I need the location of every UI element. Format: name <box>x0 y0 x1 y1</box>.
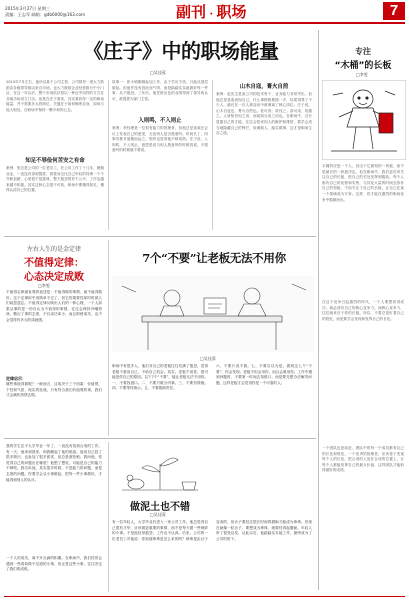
column-rule <box>212 80 213 230</box>
left-story-subhead: 定律启示： <box>6 376 26 381</box>
plant-drawing <box>112 442 208 494</box>
office-drawing <box>112 276 314 352</box>
banner-col1: 职场中有很多人，他们对自己的老板往往充满了抱怨，觉得老板不重用自己，不给自己机会。其实，老板不用你，很可能是你自己的原因。以下7个“不要”，能让老板无法不用你。一、不要找借口。二、不要只做分内事。三、不要有情绪。四、不要等待指示。五、不要推卸责任。 <box>112 364 208 391</box>
left-story-kicker: 左右人生的是金定律 <box>26 246 81 253</box>
right-byline: □李雯 <box>356 72 368 77</box>
right-body: 木桶效应是一个人，其由于它最短的一块板，而不是最长的一块板决定。但在职场中，我们更应该关注自己的长板，把自己的长处发挥到极致。每个人都有自己的优势和劣势，与其花大量的时间去弥补自己的短板，不如专注于自己的长板，让自己在某一个领域成为专家。这样，你才能在激烈的职场竞争中脱颖而出。 <box>322 164 404 202</box>
office-illustration <box>112 276 314 352</box>
right-body2: 在这个竞争日趋激烈的时代，一个人要想获得成功，就必须有自己的核心竞争力。而核心竞争力，往往就来自于你的长板。所以，不要总是盯着自己的短处，而是要学会发现和发挥自己的长处。 <box>322 300 404 321</box>
page-number: 7 <box>389 2 399 19</box>
right-head-main: “木桶”的长板 <box>334 61 392 71</box>
lead-col2: 故事一：张小明刚刚参加工作，由于学历不高，只能从基层做起。但他并没有因此而气馁，而是踏踏实实地做好每一件事，从不抱怨。三年后，他凭借出色的业绩得到了领导的认可，被提拔为部门主管。 <box>112 80 208 101</box>
plant-illustration <box>112 442 208 494</box>
left-story-body2: 哪些事值得做呢？一般而言，这取决于三个因素：价值观、个性和气质、现实的处境。只有符合我们价值观的事，我们才会满怀热情去做。 <box>6 382 102 398</box>
small-story-body: 有一位年轻人，大学毕业后进入一家公司工作。他总觉得自己很有才华，应该做更重要的事情，而不是每天做一些琐碎的小事。于是他经常抱怨，工作也不认真。后来，公司的一位老员工对他说：你知道珍珠是怎么来的吗？珍珠是由沙子变成的，但沙子要经过很长时间的磨砺才能成为珍珠。你现在就像一粒沙子，要想成为珍珠，就要经得起磨砺。年轻人听了很受启发，从此以后，他踏踏实实地工作，最终成为了公司的骨干。 <box>112 520 312 541</box>
comic-drawing <box>323 81 405 159</box>
column-rule <box>108 240 109 436</box>
column-rule <box>108 442 109 592</box>
date-line: 2015年3月27日 星期三 <box>5 6 51 11</box>
section-rule <box>4 236 316 237</box>
small-story-byline: □吴佳蓉 <box>150 512 166 517</box>
bottom-left-body: 我的学生还不大学毕业一年了，一直没有找到合适的工作。有一天，他来到我家，和我聊起了他的困惑。他说自己投了很多简历，也参加了很多面试，但总是被拒绝。我问他，你觉得自己的问题出在哪里？他想了想说，可能是自己的能力不够吧。我告诉他，其实很多时候，不是能力的问题，而是态度的问题。你要学会从小事做起，把每一件小事做好，才能得到别人的认可。 <box>6 444 102 482</box>
left-story-title-2: 心态决定成败 <box>24 272 84 283</box>
banner-byline: □吴佳蓉 <box>200 356 216 361</box>
footer-rule <box>4 596 405 597</box>
section-title-main: 副刊 <box>176 3 207 21</box>
column-rule <box>108 80 109 230</box>
lead-col2-body: 案例：李经理是一位很有能力的管理者，但他总是喜欢在会议上发表自己的意见，无论别人是否愿意听。时间长了，同事们都对他敬而远之，领导也觉得他不够成熟。庄子说，入则鸣，不入则止，意思是说当别人愿意听的时候再说，不愿意听的时候就不要说。 <box>112 126 208 153</box>
left-story-body: 不值得定律最直观的表述是：不值得做的事情，就不值得做好。这个定律似乎再简单不过了，但它的重要性却时时被人们疏忽遗忘。不值得定律反映出人们的一种心理，一个人如果从事的是一份自认为不值得的事情，往往会保持冷嘲热讽、敷衍了事的态度，不仅成功率小，而且即使成功，也不会觉得有多大的成就感。 <box>6 290 102 322</box>
bottom-left-body2: 一个人的成功，离不开点滴的积累。在职场中，我们经常会遇到一些看似微不足道的小事，但正是这些小事，往往决定了我们的成败。 <box>6 556 102 572</box>
lead-col1-body: 案例：张总是公司的一位老员工，在公司工作了十几年，兢兢业业，一直没有得到提拔，看着身边比自己年轻的同事一个个升职加薪，心里很不是滋味，整天抱怨领导不公平，工作也越来越不积极。其实这种心态很不可取，职场中要懂得知足，懂得认清自己的位置。 <box>6 166 104 193</box>
header-bar <box>0 0 409 22</box>
lead-col3: 案例：赵先生是某公司的技术骨干，业务能力非常突出，但他总是喜欢表现自己，什么事情都要插一手，结果得罪了不少人，最后在一次人事变动中被调离了核心岗位。庄子说，山木自寇也，膏火自煎也。桂可食，故伐之；漆可用，故割之。人皆知有用之用，而莫知无用之用也。在职场中，过分显露自己的才能，往往会招来别人的嫉妒和排挤，要学会适当地隐藏自己的锋芒，低调做人，踏实做事，这才是职场生存之道。 <box>216 92 312 136</box>
small-story-title: 做泥土也不错 <box>130 502 190 513</box>
right-head-top: 专注 <box>355 47 371 56</box>
right-column-rule <box>318 30 319 590</box>
right-body3: 一个团队也是如此，团队中的每一个成员都有自己的长处和短处，一个优秀的管理者，应该善于发现每个人的长处，把合适的人放在合适的位置上，让每个人都能发挥自己的最大价值，这样团队才能取得最好的成绩。 <box>322 446 404 473</box>
page-number-box <box>383 2 405 20</box>
editor-line: 责编：王志军 邮箱：gdb6000@163.com <box>5 12 86 17</box>
lead-col3-subhead: 山木自寇，膏火自煎 <box>239 84 289 90</box>
header-rule <box>4 22 405 24</box>
banner-title: 7个“不要”让老板无法不用你 <box>142 251 286 265</box>
banner-col2: 六、不要只说不做。七、不要自以为是。做到这七个“不要”，你会发现，老板不但会用你，而且会重用你。工作中遇到问题时，不要第一时间去找借口，而是要先想办法解决问题，这样老板才会觉得你是一个可靠的人。 <box>216 364 312 385</box>
left-story-byline: □李雯 <box>38 283 50 288</box>
lead-byline: □吴佳蓉 <box>150 70 166 75</box>
lead-col1: 2015年7月左右，他所以某个公司主管，公司领导一度大力鼓励由各级领导都由来自市场，也大力鼓励企业经营推行中小门店，在这一年以后，整个市场依法将以一种近乎同样的方式在各地市场设立门店。但是在庄子看来，其实要获得一定的职场能量，并不需要多大的职位，关键在于如何修炼自身，如何与他人相处，在职场中保持一颗平和的心态。 <box>6 80 104 112</box>
comic-illustration <box>322 80 406 160</box>
section-title-sub: 职场 <box>216 3 247 21</box>
left-story-title-1: 不值得定律： <box>24 258 84 269</box>
section-title: 副刊 · 职场 <box>176 3 247 21</box>
lead-col2-subhead: 入则鸣，不入则止 <box>138 118 182 124</box>
lead-col1-subhead: 知足不辱俭何苦安之有命 <box>25 158 85 164</box>
lead-title: 《庄子》中的职场能量 <box>83 39 279 63</box>
section-rule <box>4 438 316 439</box>
